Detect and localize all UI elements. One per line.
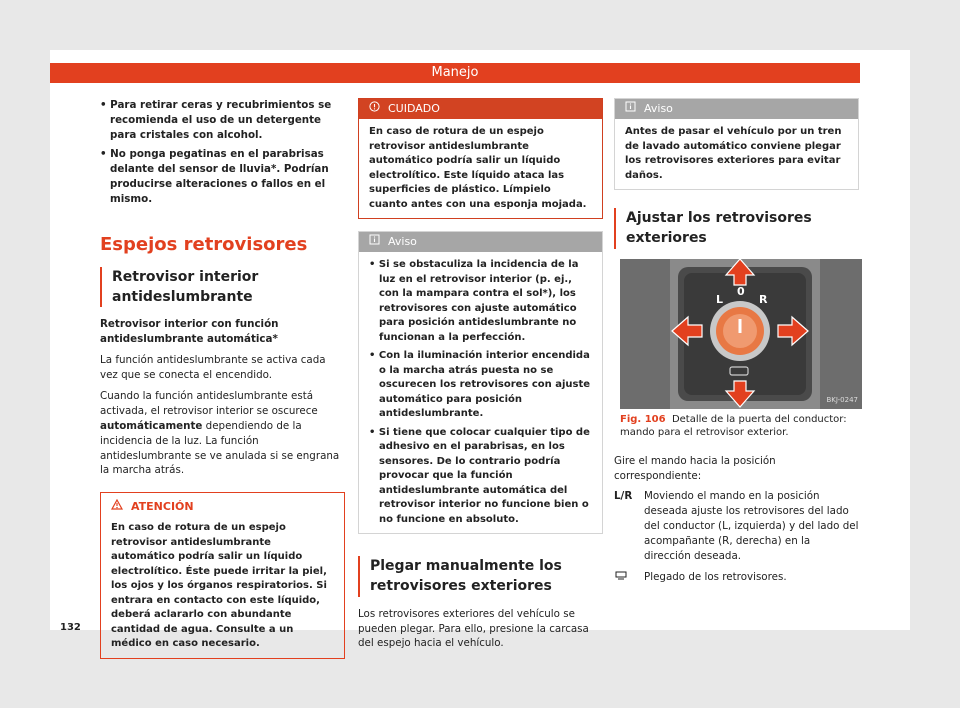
list-item: • Con la iluminación interior encendida o la marcha atrás puesta no se oscurecen los retrovisores con ajuste automático para posición antideslumbrante. [369,350,591,419]
mirror-knob-figure [620,259,862,409]
knob-label-l: L [716,292,724,306]
definition-list [614,489,859,585]
aviso-title: Aviso [644,102,673,115]
section-title: Plegar manualmente los retrovisores exteriores [358,556,603,597]
running-header: Manejo [50,63,860,83]
aviso-title: Aviso [388,235,417,248]
def-text: Plegado de los retrovisores. [644,571,787,584]
warning-title: ATENCIÓN [131,500,194,514]
aviso-header [359,232,602,252]
mirror-fold-icon [614,570,644,585]
info-icon [369,99,380,119]
caution-header [359,99,602,119]
paragraph: Los retrovisores exteriores del vehículo se pueden plegar. Para ello, presione la carcasa del espejo hacia el vehículo. [358,607,589,650]
aviso-text: Antes de pasar el vehículo por un tren de lavado automático conviene plegar los retrovisores exteriores para evitar daños. [625,126,842,181]
info-icon [625,99,636,119]
caution-text: En caso de rotura de un espejo retrovisor antideslumbrante automático podría salir un líquido electrolítico. Este líquido ataca las superficies de plástico. Límpielo cuanto antes con una esponja mojada. [369,126,587,210]
column-2 [358,98,603,657]
subsection-title: Retrovisor interior antideslumbrante [100,267,345,308]
paragraph: Cuando la función antideslumbrante está activada, el retrovisor interior se oscurece automáticamente dependiendo de la incidencia de la luz. La función antideslumbrante se ve anulada si se engrana la marcha atrás. [100,389,340,477]
knob-label-0: 0 [737,284,745,298]
column-3 [614,98,859,585]
warning-triangle-icon [111,499,123,515]
bold-paragraph: Retrovisor interior con función antideslumbrante automática* [100,318,279,346]
page-number: 132 [60,622,81,633]
aviso-header [615,99,858,119]
paragraph: La función antideslumbrante se activa cada vez que se conecta el encendido. [100,353,326,381]
knob-label-r: R [759,292,768,306]
def-term: L/R [614,490,633,503]
list-item: • Para retirar ceras y recubrimientos se recomienda el uso de un detergente para cristales con alcohol. [100,99,332,141]
mirror-knob-illustration [620,259,862,409]
info-icon [369,232,380,252]
aviso-box [614,98,859,190]
list-item: • No ponga pegatinas en el parabrisas delante del sensor de lluvia*. Podrían producirse alteraciones o fallos en el mismo. [100,147,329,205]
column-1 [100,98,345,671]
section-title: Espejos retrovisores [100,234,308,256]
warning-header [101,493,344,515]
def-text: Moviendo el mando en la posición deseada ajuste los retrovisores del lado del conductor (L, izquierda) y del lado del acompañante (R, derecha) en la dirección deseada. [644,490,859,563]
figure-tag: BKJ-0247 [826,396,858,405]
warning-text: En caso de rotura de un espejo retrovisor antideslumbrante automático podría salir un líquido electrolítico. Éste puede irritar la piel, los ojos y los órganos respiratorios. Si entrara en contacto con este líquido, deberá aclararlo con abundante cantidad de agua. Consulte a un médico en caso necesario. [111,522,327,650]
list-item: • Si se obstaculiza la incidencia de la luz en el retrovisor interior (p. ej., con la mampara contra el sol*), los retrovisores con ajuste automático para posición antideslumbrante no funcionan a la perfección. [369,259,579,343]
list-item: • Si tiene que colocar cualquier tipo de adhesivo en el parabrisas, en los sensores. De lo contrario podría provocar que la función antideslumbrante automática del retrovisor interior no funcione bien o no funcione en absoluto. [369,426,590,525]
aviso-box [358,231,603,534]
section-title: Ajustar los retrovisores exteriores [614,208,859,249]
aviso-body [359,252,602,533]
caution-title: CUIDADO [388,102,440,115]
paragraph: Gire el mando hacia la posición correspondiente: [614,454,776,482]
caution-box [358,98,603,219]
warning-box [100,492,345,658]
figure-caption: Fig. 106 Detalle de la puerta del conductor: mando para el retrovisor exterior. [620,413,847,439]
